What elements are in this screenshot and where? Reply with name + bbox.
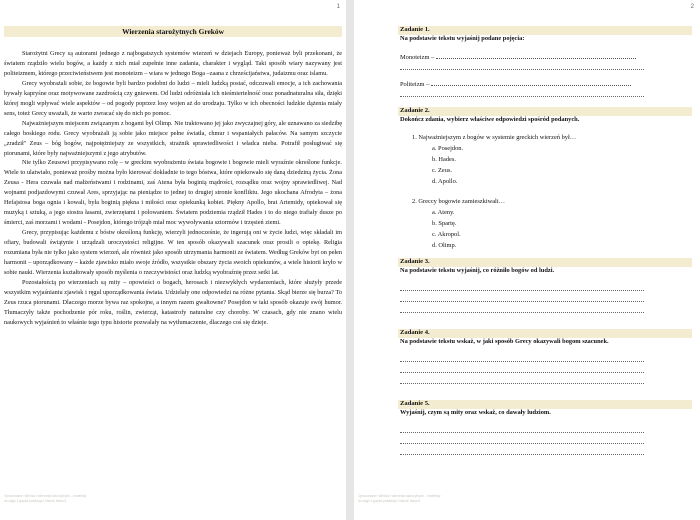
- answer-line[interactable]: [400, 432, 644, 433]
- task-2-item-2: [412, 198, 505, 206]
- answer-dots[interactable]: [431, 80, 631, 86]
- option-olimp[interactable]: d. Olimp.: [432, 242, 457, 249]
- paragraph-4: Nie tylko Zeusowi przypisywano rolę – w greckim wyobrażeniu świata bogowie i bogowie mieli wyraźnie określone funkcje. Wiele to ulatwiało, ponieważ prośby można było kierować dokładnie to tego bóstwa, które opiekowało się daną dziedziną życia. Żona Zeusa - Hera czuwała nad małżeństwami i rodzinami, zaś Atena była boginią mądrości, rozsądku oraz wojny sprawiedliwej. Nad wojnami podjazdowymi czuwał Ares, sprzyjając na pieniądze to jednej to drugiej stronie konfliktu. Jego ukochana Afrodyta – żona Hefajstosa boga ognia i kowali, była boginią piękna i miłości oraz opiekunką kobiet. Piękny Apollo, brat Artemidy, opiekował się muzyką i sztuką, a jego siostra łasami, zwierzętami i polowaniem. Światem podziemia rządził Hades i to do niego trafiały dusze po śmierci, zaś morzami i wodami - Posejdon, którego trójząb miał moc wywoływania sztormów i trzęsień ziemi.: [4, 159, 342, 227]
- page-number: 1: [336, 4, 340, 10]
- option-ateny[interactable]: a. Ateny.: [432, 209, 455, 216]
- task-3-heading: Zadanie 3.: [398, 258, 692, 267]
- answer-line[interactable]: [400, 443, 644, 444]
- footer-line-2: do zajęć z języka polskiego i historii, klasa 5: [358, 498, 421, 503]
- paragraph-5: Grecy, przypisując każdemu z bóstw określoną funkcję, wierzyli jednocześnie, że ingerują oni w życie ludzi, więc składali im ofiary, budowali świątynie i urządzali uroczystości religijne. W ten sposób okazywali szacunek oraz prosili o opiekę. Religia rozumiana była nie tylko jako system wierzeń, ale również jako sposób utrzymania harmonii ze światem. Według Greków byt on pełen harmonii – uporządkowany – każde zjawisko miało swoje źródło, wszystkie obszary życia swoich opiekunów, a wiele historii kryło w sobie nauki. Wierzenia kształtowały sposób myślenia o rzeczywistości oraz ludzką wyobraźnię przez setki lat.: [4, 229, 343, 276]
- page-2: [354, 0, 700, 520]
- answer-line[interactable]: [400, 454, 644, 455]
- task-4-heading: Zadanie 4.: [398, 329, 692, 338]
- task-5-question: Wyjaśnij, czym są mity oraz wskaż, co dawały ludziom.: [400, 409, 551, 416]
- option-hades[interactable]: b. Hades.: [432, 156, 456, 163]
- task-5-heading: Zadanie 5.: [398, 400, 692, 409]
- footer-line-2: do zajęć z języka polskiego i historii, klasa 5: [4, 498, 67, 503]
- item-number: 2.: [412, 198, 417, 205]
- paragraph-3: Najważniejszym miejscem związanym z bogami był Olimp. Nie traktowano jej jako zwyczajnej góry, ale uznawano za siedzibę całego boskiego rodu. Grecy wyobrażali ją sobie jako miejsce pełne światła, chmur i wspaniałych pałaców. Na samym szczycie „zradził" Zeus – bóg bogów, najpotężniejszy ze wszystkich, strażnik sprawiedliwości i władca nieba. Potrafił posługiwać się piorunami, które były najważniejszymi z jego atrybutów.: [4, 119, 342, 157]
- task-2-heading: Zadanie 2.: [398, 107, 692, 116]
- task-4-question: Na podstawie tekstu wskaż, w jaki sposób Grecy okazywali bogom szacunek.: [400, 338, 609, 345]
- page-footer: [358, 494, 440, 503]
- task-1-question: Na podstawie tekstu wyjaśnij podane pojęcia:: [400, 35, 525, 42]
- option-akropol[interactable]: c. Akropol.: [432, 231, 461, 238]
- page-number: 2: [690, 4, 694, 10]
- item-text: Greccy bogowie zamieszkiwali…: [418, 198, 506, 205]
- footer-line-1: Opracowanie: Wiedza i wierzenia starożytnych – materiały: [358, 494, 441, 498]
- task-1-term-politeizm[interactable]: [400, 80, 631, 89]
- task-1-heading: Zadanie 1.: [398, 26, 692, 35]
- task-2-question: Dokończ zdania, wybierz właściwe odpowiedzi spośród podanych.: [400, 116, 580, 123]
- paragraph-1: Starożytni Grecy są autorami jednego z najbogatszych systemów wierzeń w dziejach Europy, ponieważ byli przekonani, że światem rządziło wielu bogów, a każdy z nich miał zupełnie inne zadania, charakter i wygląd. Taki sposób wiary nazywany jest politeizmem, którego przeciwieństwem jest monoteizm – wiara w jednego Boga –zaana z chrześcijaństwa, judaizmu oraz islamu.: [4, 50, 342, 77]
- answer-line[interactable]: [400, 96, 644, 97]
- paragraph-6: Pozostałością po wierzeniach są mity – opowieści o bogach, herosach i niezwykłych wydarzeniach, które służyły przede wszystkim wyjaśnianiu zjawisk i ręgul uporządkowania świata. Udzielały one odpowiedzi na różne pytania. Skąd bierze się burza? To Zeus rzuca piorunami. Dlaczego morze bywa raz spokojne, a innym razem gwałtowne? Posejdon w taki sposób okazuje swój humor. Tłumaczyły także pochodzenie pór roku, roślin, zwierząt, katastrofy naturalne czy choroby. W czasach, gdy nie znano wielu naukowych wyjaśnień to właśnie tego typu historie pozwalały na wytłumaczenie, dlaczego coś się dzieje.: [4, 278, 342, 326]
- answer-line[interactable]: [400, 69, 644, 70]
- footer-line-1: Opracowanie: Wiedza i wierzenia starożytnych – materiały: [4, 494, 87, 498]
- item-number: 1.: [412, 134, 417, 141]
- article-body: [4, 49, 342, 328]
- answer-line[interactable]: [400, 312, 644, 313]
- task-3-question: Na podstawie tekstu wyjaśnij, co różniło bogów od ludzi.: [400, 267, 555, 274]
- item-text: Najważniejszym z bogów w systemie greckich wierzeń był…: [418, 134, 577, 141]
- paragraph-2: Grecy wyobrażali sobie, że bogowie byli bardzo podobni do ludzi – mieli ludzką postać, odczuwali emocje, a ich zachowania bywały kapryśne oraz motywowane zazdrością czy gniewem. Od ludzi odróżniała ich nieśmiertelność oraz ponadnaturalna siła, dzięki której mogli wpływać wiele aspektów – od pogody poprzez losy wojen aż do urodzaju. Tylko w ich obecności ludzkie dążenia miały sens, toteż Grecy uważali, że warto zwracać się do nich po pomoc.: [4, 79, 342, 117]
- page-footer: [4, 494, 86, 503]
- option-apollo[interactable]: d. Apollo.: [432, 178, 458, 185]
- answer-line[interactable]: [400, 372, 644, 373]
- document-title: Wierzenia starożytnych Greków: [4, 26, 342, 37]
- term-label: Politeizm –: [400, 81, 430, 88]
- answer-line[interactable]: [400, 361, 644, 362]
- task-1-term-monoteizm[interactable]: [400, 53, 636, 62]
- page-1: [0, 0, 346, 520]
- answer-line[interactable]: [400, 383, 644, 384]
- task-2-item-1: [412, 134, 576, 142]
- answer-dots[interactable]: [436, 53, 636, 59]
- option-sparte[interactable]: b. Spartę.: [432, 220, 457, 227]
- option-zeus[interactable]: c. Zeus.: [432, 167, 453, 174]
- term-label: Monoteizm –: [400, 54, 435, 61]
- answer-line[interactable]: [400, 290, 644, 291]
- option-posejdon[interactable]: a. Posejdon.: [432, 145, 464, 152]
- answer-line[interactable]: [400, 301, 644, 302]
